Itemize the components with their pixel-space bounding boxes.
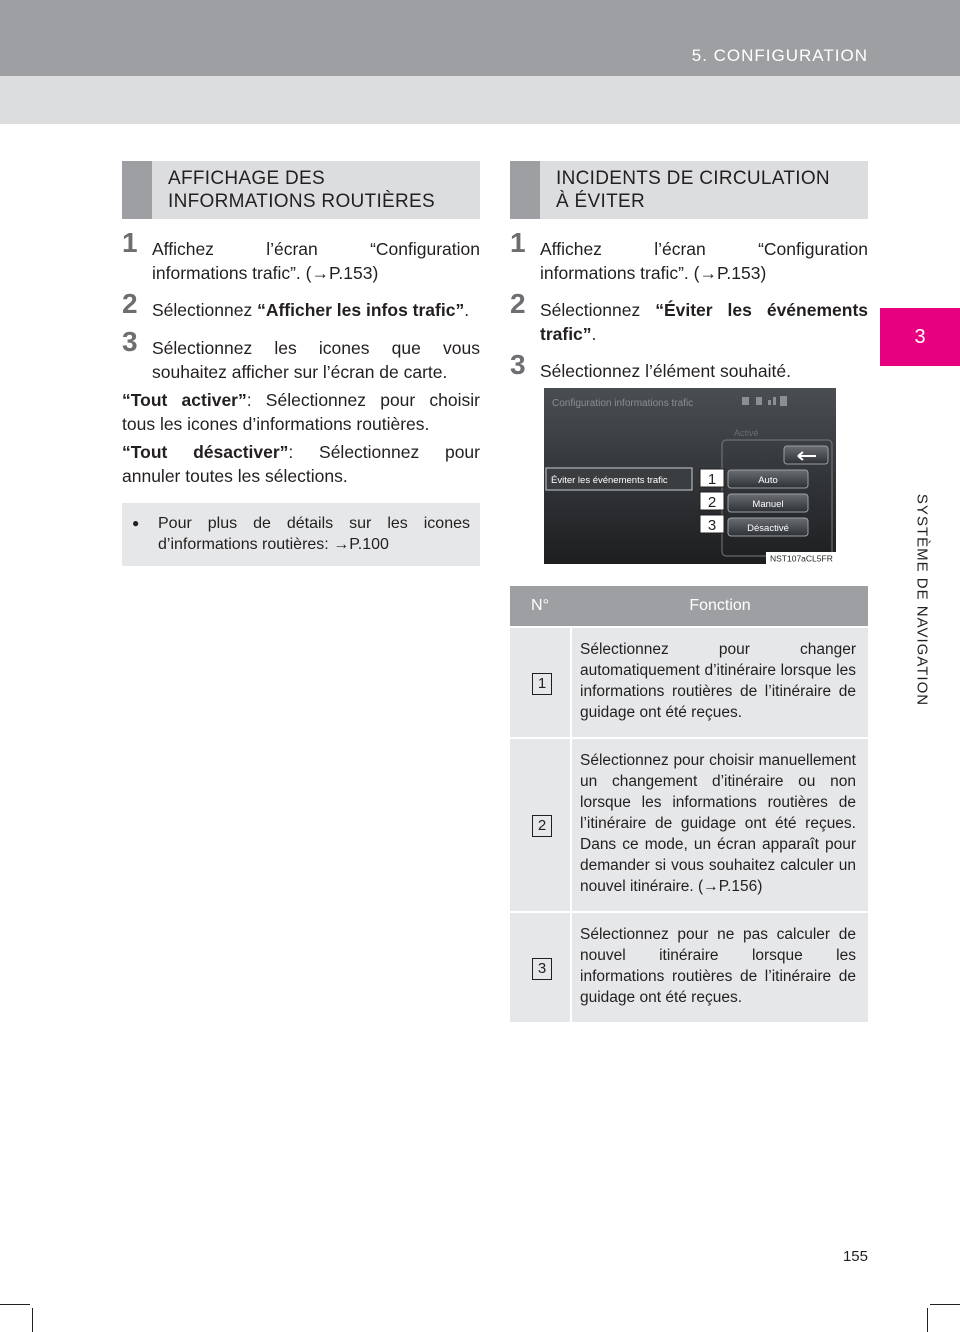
header-no: N° <box>531 597 549 614</box>
step-number: 3 <box>510 349 526 380</box>
crop-mark <box>927 1308 928 1332</box>
boxed-number: 1 <box>532 673 552 695</box>
option-label: Manuel <box>752 499 784 510</box>
screen-title: Configuration informations trafic <box>552 398 694 409</box>
num-cell <box>510 739 572 911</box>
function-table <box>510 586 868 1022</box>
ghost-label: Activé <box>734 428 759 438</box>
item-tout-desactiver: “Tout désactiver”: Sélectionnez pour annuler toutes les sélections. <box>122 442 480 486</box>
image-code: NST107aCL5FR <box>770 553 833 564</box>
heading-bar <box>510 161 540 219</box>
step-number: 2 <box>122 288 138 319</box>
header-band <box>0 76 960 124</box>
heading-line: INFORMATIONS ROUTIÈRES <box>168 191 435 212</box>
page-number: 155 <box>842 1248 868 1265</box>
chapter-tab-label: SYSTÈME DE NAVIGATION <box>913 493 931 707</box>
step-text: Affichez l’écran “Configuration informations trafic”. (→P.153) <box>152 239 480 283</box>
note-box <box>122 503 480 566</box>
heading-line: AFFICHAGE DES <box>168 168 325 189</box>
callout-3 <box>700 515 724 534</box>
callout-1 <box>700 469 724 488</box>
header-function: Fonction <box>689 597 751 614</box>
nav-screenshot <box>544 388 836 564</box>
crop-mark <box>32 1308 33 1332</box>
bullet-icon: ● <box>132 516 140 530</box>
step-text: Sélectionnez les icones que vous souhaitez afficher sur l’écran de carte. <box>152 338 480 382</box>
row-label: Éviter les événements trafic <box>551 475 668 486</box>
boxed-number: 3 <box>532 958 552 980</box>
screenshot-graphic <box>544 388 836 564</box>
section-heading-right <box>510 161 868 219</box>
crop-mark <box>0 1304 30 1305</box>
table-header <box>510 586 868 626</box>
step-number: 2 <box>510 288 526 319</box>
heading-text <box>556 167 830 213</box>
function-text: Sélectionnez pour changer automatiquement d’itinéraire lorsque les informations routières de l’itinéraire de guidage ont été reçues. <box>580 641 856 721</box>
callout-2 <box>700 492 724 511</box>
option-label: Auto <box>758 475 778 486</box>
table-row <box>510 911 868 1022</box>
section-heading-left <box>122 161 480 219</box>
svg-text:3: 3 <box>707 517 717 534</box>
heading-line: À ÉVITER <box>556 191 645 212</box>
step-text: Sélectionnez “Éviter les événements trafic”. <box>540 300 868 344</box>
step-text: Sélectionnez l’élément souhaité. <box>540 361 791 381</box>
step-3-right <box>510 349 868 383</box>
table-row <box>510 626 868 737</box>
step-text: Affichez l’écran “Configuration informations trafic”. (→P.153) <box>540 239 868 283</box>
chapter-tab: 3 <box>880 308 960 366</box>
crop-mark <box>930 1304 960 1305</box>
function-text: Sélectionnez pour ne pas calculer de nouvel itinéraire lorsque les informations routières de l’itinéraire de guidage ont été reçues. <box>580 926 856 1006</box>
function-text: Sélectionnez pour choisir manuellement un changement d’itinéraire ou non lorsque les informations routières de l’itinéraire de guidage ont été reçues. Dans ce mode, un écran apparaît pour demander si vous souhaitez calculer un nouvel itinéraire. (→P.156) <box>580 752 856 895</box>
note-text: Pour plus de détails sur les icones d’informations routières: →P.100 <box>158 515 470 553</box>
heading-bar <box>122 161 152 219</box>
svg-text:1: 1 <box>707 471 717 488</box>
step-1-right <box>510 227 868 285</box>
step-2-left <box>122 288 480 322</box>
boxed-number: 2 <box>532 815 552 837</box>
heading-text <box>168 167 435 213</box>
step-number: 1 <box>510 227 526 258</box>
step-number: 1 <box>122 227 138 258</box>
step-2-right <box>510 288 868 346</box>
step-1-left <box>122 227 480 285</box>
num-cell <box>510 913 572 1022</box>
item-tout-activer: “Tout activer”: Sélectionnez pour choisir tous les icones d’informations routières. <box>122 390 481 434</box>
option-label: Désactivé <box>747 523 789 534</box>
table-row <box>510 737 868 911</box>
step-number: 3 <box>122 326 138 357</box>
heading-line: INCIDENTS DE CIRCULATION <box>556 168 830 189</box>
step-text: Sélectionnez “Afficher les infos trafic”. <box>152 300 470 320</box>
svg-text:2: 2 <box>707 494 717 511</box>
section-title: 5. CONFIGURATION <box>691 46 868 65</box>
num-cell <box>510 628 572 737</box>
step-3-left <box>122 326 480 384</box>
